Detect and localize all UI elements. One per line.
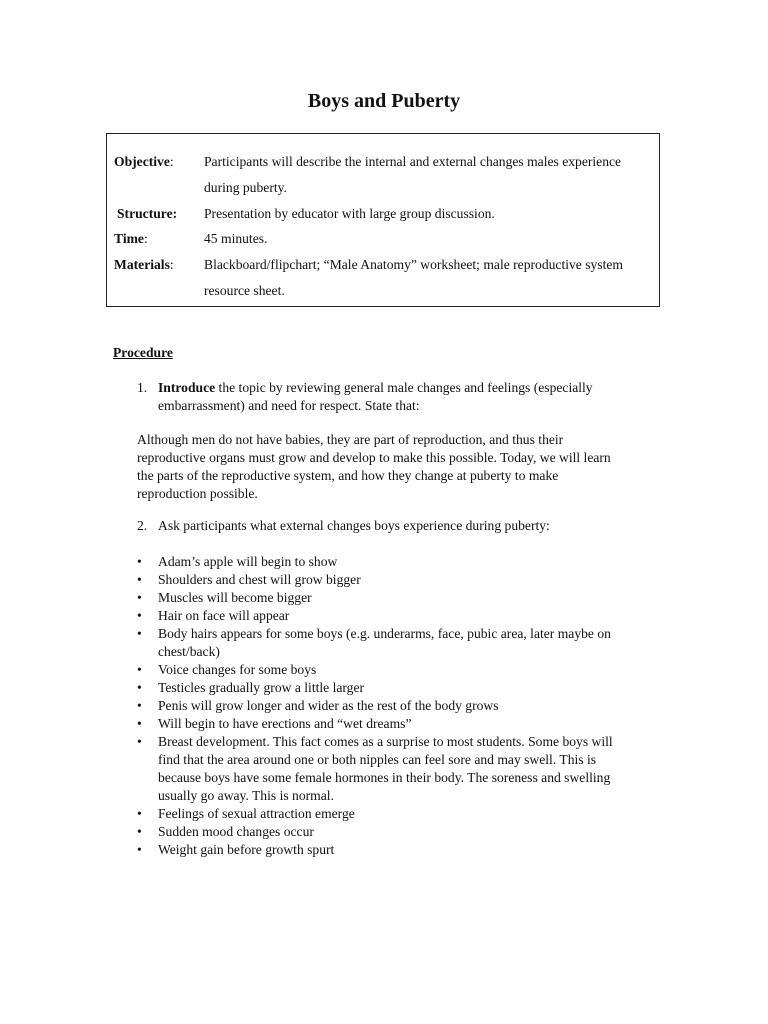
- procedure-step-2: [137, 517, 617, 535]
- lesson-info-box: [106, 133, 660, 307]
- list-item: [137, 625, 627, 661]
- bullet-icon: •: [137, 716, 142, 731]
- list-item-text: Penis will grow longer and wider as the rest of the body grows: [158, 698, 499, 713]
- step-1-number: 1.: [137, 380, 148, 395]
- bullet-icon: •: [137, 824, 142, 839]
- list-item: [137, 607, 627, 625]
- bullet-icon: •: [137, 626, 142, 641]
- bullet-icon: •: [137, 554, 142, 569]
- step-1-text: [158, 379, 617, 415]
- list-item: [137, 805, 627, 823]
- bullet-icon: •: [137, 698, 142, 713]
- step-2-text: Ask participants what external changes boys experience during puberty:: [158, 518, 550, 533]
- list-item-text: Sudden mood changes occur: [158, 824, 314, 839]
- bullet-icon: •: [137, 590, 142, 605]
- time-text: 45 minutes.: [204, 231, 268, 246]
- list-item: [137, 715, 627, 733]
- bullet-icon: •: [137, 608, 142, 623]
- procedure-step-1: [137, 379, 617, 415]
- list-item-text: Adam’s apple will begin to show: [158, 554, 338, 569]
- list-item-text: Muscles will become bigger: [158, 590, 312, 605]
- step-1-body: the topic by reviewing general male changes and feelings (especially embarrassment) and need for respect. State that:: [158, 380, 593, 413]
- external-changes-list: [137, 553, 627, 859]
- list-item: [137, 679, 627, 697]
- list-item: [137, 733, 627, 805]
- list-item-text: Hair on face will appear: [158, 608, 290, 623]
- list-item-text: Will begin to have erections and “wet dreams”: [158, 716, 412, 731]
- objective-label: Objective:: [114, 154, 174, 169]
- step-1-bold: Introduce: [158, 380, 216, 395]
- list-item: [137, 823, 627, 841]
- materials-text: Blackboard/flipchart; “Male Anatomy” worksheet; male reproductive system resource sheet.: [204, 257, 624, 298]
- structure-text: Presentation by educator with large group discussion.: [204, 206, 495, 221]
- structure-label: Structure:: [117, 206, 178, 221]
- list-item-text: Body hairs appears for some boys (e.g. underarms, face, pubic area, later maybe on chest/back): [158, 626, 611, 659]
- intro-paragraph: Although men do not have babies, they are part of reproduction, and thus their reproductive organs must grow and develop to make this possible. Today, we will learn the parts of the reproductive system, and how they change at puberty to make reproduction possible.: [137, 432, 611, 501]
- list-item-text: Weight gain before growth spurt: [158, 842, 335, 857]
- list-item-text: Testicles gradually grow a little larger: [158, 680, 365, 695]
- bullet-icon: •: [137, 680, 142, 695]
- list-item: [137, 571, 627, 589]
- page-title: Boys and Puberty: [307, 90, 461, 112]
- bullet-icon: •: [137, 662, 142, 677]
- list-item: [137, 589, 627, 607]
- procedure-heading: Procedure: [113, 345, 173, 360]
- list-item: [137, 553, 627, 571]
- list-item-text: Breast development. This fact comes as a surprise to most students. Some boys will find that the area around one or both nipples can feel sore and may swell. This is because boys have some female hormones in their body. The soreness and swelling usually go away. This is normal.: [158, 734, 613, 803]
- bullet-icon: •: [137, 842, 142, 857]
- bullet-icon: •: [137, 806, 142, 821]
- bullet-icon: •: [137, 734, 142, 749]
- list-item-text: Shoulders and chest will grow bigger: [158, 572, 361, 587]
- list-item-text: Voice changes for some boys: [158, 662, 317, 677]
- objective-text: Participants will describe the internal and external changes males experience during puberty.: [204, 154, 622, 195]
- list-item: [137, 697, 627, 715]
- materials-label: Materials:: [114, 257, 174, 272]
- list-item: [137, 661, 627, 679]
- step-2-number: 2.: [137, 518, 148, 533]
- list-item-text: Feelings of sexual attraction emerge: [158, 806, 355, 821]
- bullet-icon: •: [137, 572, 142, 587]
- list-item: [137, 841, 627, 859]
- time-label: Time:: [114, 231, 148, 246]
